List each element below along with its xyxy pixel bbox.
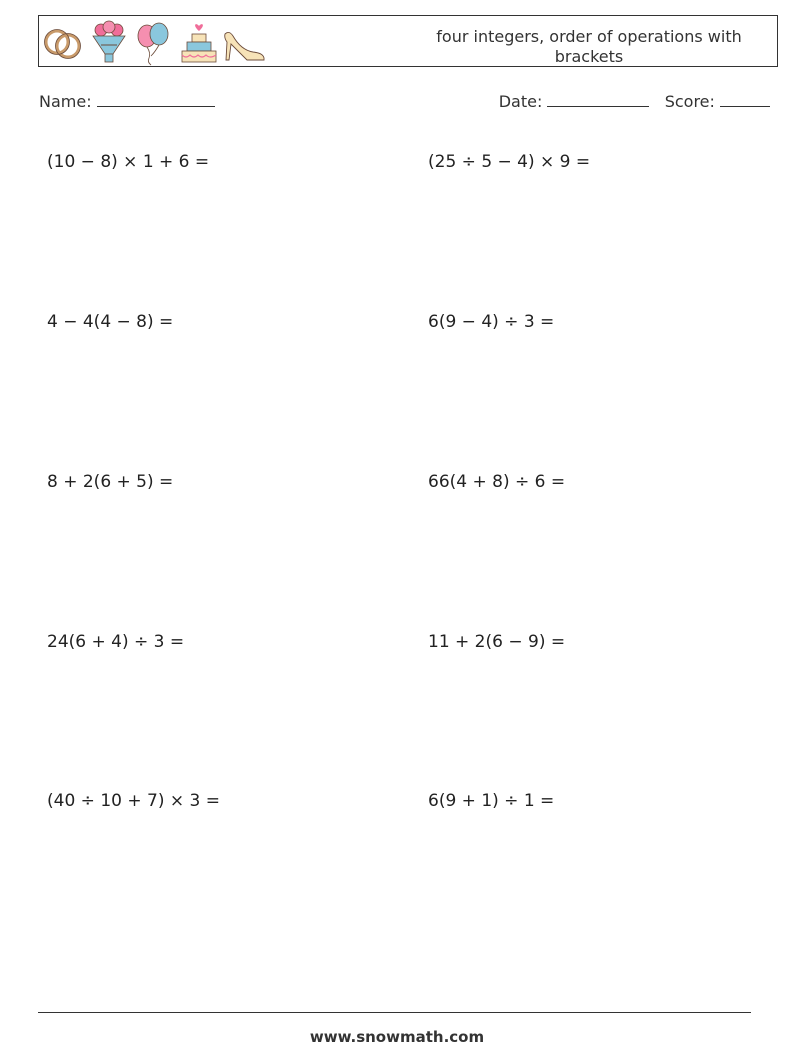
score-label: Score: xyxy=(664,92,715,111)
problem-4: 6(9 − 4) ÷ 3 = xyxy=(428,312,555,332)
score-blank[interactable] xyxy=(720,92,770,107)
problem-6: 66(4 + 8) ÷ 6 = xyxy=(428,472,566,492)
date-score-fields xyxy=(499,92,770,111)
date-blank[interactable] xyxy=(547,92,649,107)
name-label: Name: xyxy=(39,92,92,111)
problem-7: 24(6 + 4) ÷ 3 = xyxy=(47,632,185,652)
problem-8: 11 + 2(6 − 9) = xyxy=(428,632,566,652)
worksheet-header xyxy=(38,15,778,67)
problem-10: 6(9 + 1) ÷ 1 = xyxy=(428,791,555,811)
balloons-icon xyxy=(133,20,173,66)
problem-2: (25 ÷ 5 − 4) × 9 = xyxy=(428,152,591,172)
name-field xyxy=(39,92,215,111)
high-heel-icon xyxy=(221,20,267,66)
problem-1: (10 − 8) × 1 + 6 = xyxy=(47,152,210,172)
problem-3: 4 − 4(4 − 8) = xyxy=(47,312,174,332)
worksheet-title: four integers, order of operations with brackets xyxy=(436,27,742,66)
problem-5: 8 + 2(6 + 5) = xyxy=(47,472,174,492)
footer-site: www.snowmath.com xyxy=(309,1028,485,1046)
wedding-cake-icon xyxy=(179,20,219,66)
footer-divider xyxy=(38,1012,751,1013)
bouquet-icon xyxy=(89,20,129,66)
date-label: Date: xyxy=(498,92,543,111)
problem-9: (40 ÷ 10 + 7) × 3 = xyxy=(47,791,220,811)
rings-icon xyxy=(41,20,85,64)
name-blank[interactable] xyxy=(97,92,215,107)
